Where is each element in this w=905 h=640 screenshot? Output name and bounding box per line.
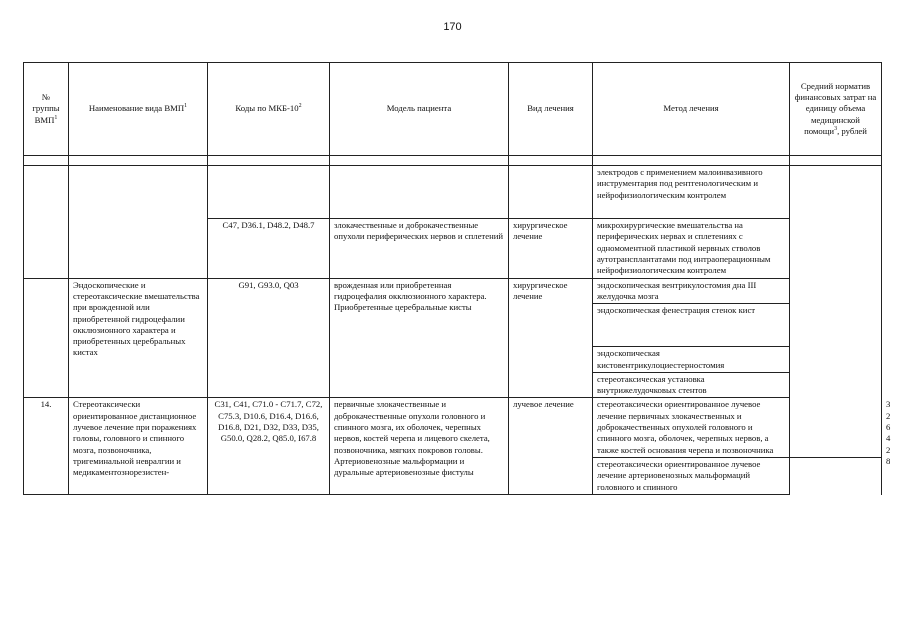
method-cell: стереотаксически ориентированное лучевое лечение первичных злокачественных и доброкачественных опухолей головного и спинного мозга, оболочек, черепных нервов, а также костей основания черепа и позвоночника: [593, 398, 790, 458]
header-cost: Средний норматив финансовых затрат на единицу объема медицинской помощи$^3$, рублей: [790, 63, 882, 156]
codes-cell: G91, G93.0, Q03: [208, 278, 330, 398]
table-row: [24, 166, 882, 219]
method-cell: стереотаксическая установка внутрижелудочковых стентов: [593, 372, 790, 398]
method-cell: эндоскопическая вентрикулостомия дна III желудочка мозга: [593, 278, 790, 304]
method-cell: микрохирургические вмешательства на периферических нервах и сплетениях с одномоментной пластикой нервных стволов аутотрансплантатами под интраоперационным нейрофизиологическим контролем: [593, 219, 790, 279]
method-cell: эндоскопическая фенестрация стенок кист: [593, 304, 790, 347]
method-cell: эндоскопическая кистовентрикулоциестерностомия: [593, 347, 790, 373]
name-cell: Стереотаксически ориентированное дистанционное лучевое лечение при поражениях головы, головного и спинного мозга, позвоночника, тригеминальной невралгии и медикаментознорезистен-: [73, 399, 197, 478]
header-model: Модель пациента: [330, 63, 509, 156]
type-cell: лучевое лечение: [509, 398, 593, 495]
table-row: 14. Стереотаксически ориентированное дистанционное лучевое лечение при поражениях головы, головного и спинного мозга, позвоночника, тригеминальной невралгии и медикаментознорезистен- C31, C41, C71.0 - C71.7, C72, C75.3, D10.6, D16.4, D16.6, D16.8, D21, D32, D33, D35, G50.0, Q28.2, Q85.0, I67.8 первичные злокачественные и доброкачественные опухоли головного и спинного мозга, их оболочек, черепных нервов, костей черепа и лицевого скелета, позвоночника, мягких покровов головы. Артериовенозные мальформации и дуральные артериовенозные фистулы лучевое лечение стереотаксически ориентированное лучевое лечение первичных злокачественных и доброкачественных опухолей головного и спинного мозга, оболочек, черепных нервов, а также костей основания черепа и позвоночника 326 428: [24, 398, 882, 458]
codes-cell: C47, D36.1, D48.2, D48.7: [208, 219, 330, 279]
model-cell: злокачественные и доброкачественные опухоли периферических нервов и сплетений: [330, 219, 509, 279]
header-group-num: № группы ВМП$^1$: [24, 63, 69, 156]
model-cell: первичные злокачественные и доброкачественные опухоли головного и спинного мозга, их оболочек, черепных нервов, костей черепа и лицевого скелета, позвоночника, мягких покровов головы. Артериовенозные мальформации и дуральные артериовенозные фистулы: [334, 399, 490, 478]
page-number: 170: [443, 21, 462, 33]
vmp-table: [23, 62, 891, 495]
method-cell: электродов с применением малоинвазивного инструментария под рентгенологическим и нейрофизиологическим контролем: [593, 166, 790, 219]
spacer-row: [24, 156, 882, 166]
header-type: Вид лечения: [509, 63, 593, 156]
model-cell: врожденная или приобретенная гидроцефалия окклюзионного характера. Приобретенные церебральные кисты: [330, 278, 509, 398]
group-number: 14.: [24, 398, 69, 495]
header-name: Наименование вида ВМП$^1$: [69, 63, 208, 156]
codes-cell: C31, C41, C71.0 - C71.7, C72, C75.3, D10.6, D16.4, D16.6, D16.8, D21, D32, D33, D35, G50.0, Q28.2, Q85.0, I67.8: [208, 398, 330, 495]
header-row: [24, 63, 882, 156]
table-row: [24, 278, 882, 304]
type-cell: хирургическое лечение: [509, 219, 593, 279]
header-codes: Коды по МКБ-$10^2$: [208, 63, 330, 156]
method-cell: стереотаксически ориентированное лучевое лечение артериовенозных мальформаций головного и спинного: [593, 458, 790, 495]
name-cell: Эндоскопические и стереотаксические вмешательства при врожденной или приобретенной гидроцефалии окклюзионного характера и приобретенных церебральных кистах: [69, 278, 208, 398]
type-cell: хирургическое лечение: [509, 278, 593, 398]
header-method: Метод лечения: [593, 63, 790, 156]
